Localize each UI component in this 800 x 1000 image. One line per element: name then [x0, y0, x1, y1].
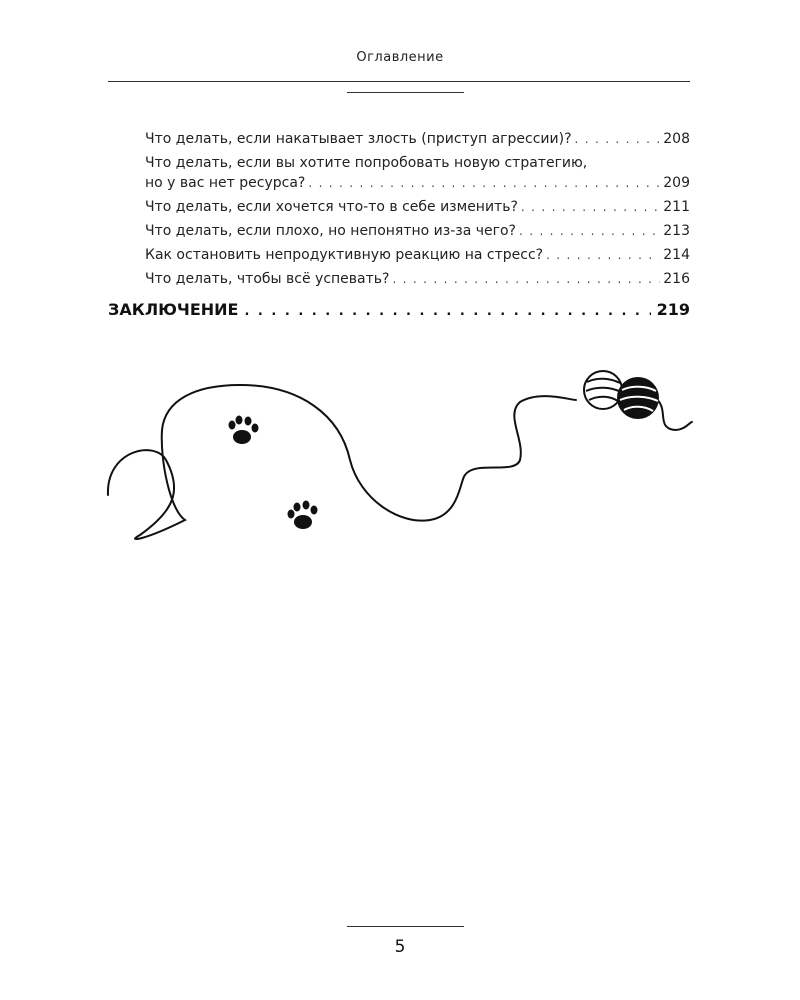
toc-entry-page: 214: [663, 247, 690, 263]
dot-leader: [244, 304, 650, 319]
yarn-tail-icon: [655, 398, 692, 430]
running-head-title: Оглавление: [356, 50, 444, 65]
toc-entry[interactable]: [145, 153, 690, 193]
chapter-page: 219: [656, 300, 690, 319]
dot-leader: [521, 197, 660, 217]
toc-entry-page: 208: [663, 131, 690, 147]
toc-entry-title-line1: Что делать, если вы хотите попробовать новую стратегию,: [145, 155, 588, 171]
table-of-contents: [145, 129, 690, 293]
toc-entry[interactable]: [145, 197, 690, 217]
dot-leader: [308, 173, 660, 193]
toc-entry-title: Что делать, если плохо, но непонятно из-за чего?: [145, 223, 516, 239]
footer-divider: [347, 926, 464, 927]
toc-entry-title: Что делать, если накатывает злость (приступ агрессии)?: [145, 131, 572, 147]
toc-entry[interactable]: [145, 221, 690, 241]
yarn-ball-icon: [618, 378, 658, 418]
toc-entry-title: Что делать, чтобы всё успевать?: [145, 271, 390, 287]
dot-leader: [519, 221, 660, 241]
yarn-string-icon: [108, 385, 576, 539]
toc-entry-page: 213: [663, 223, 690, 239]
yarn-ball-icon: [584, 371, 622, 409]
chapter-title: ЗАКЛЮЧЕНИЕ: [108, 300, 239, 319]
toc-entry-page: 216: [663, 271, 690, 287]
dot-leader: [546, 245, 660, 265]
paw-print-icon: [229, 416, 259, 445]
page-number: 5: [394, 937, 406, 957]
dot-leader: [392, 269, 660, 289]
toc-chapter-entry[interactable]: [108, 300, 690, 319]
cat-yarn-illustration: [100, 360, 700, 560]
toc-entry[interactable]: [145, 129, 690, 149]
toc-entry-title: Как остановить непродуктивную реакцию на стресс?: [145, 247, 544, 263]
toc-entry[interactable]: [145, 269, 690, 289]
toc-entry[interactable]: [145, 245, 690, 265]
toc-entry-title: Что делать, если хочется что-то в себе изменить?: [145, 199, 518, 215]
paw-print-icon: [288, 501, 318, 530]
dot-leader: [575, 129, 661, 149]
header-divider: [108, 81, 690, 82]
header-short-divider: [347, 92, 464, 93]
toc-entry-page: 211: [663, 199, 690, 215]
toc-entry-title-line2: но у вас нет ресурса?: [145, 175, 306, 191]
toc-entry-page: 209: [663, 175, 690, 191]
